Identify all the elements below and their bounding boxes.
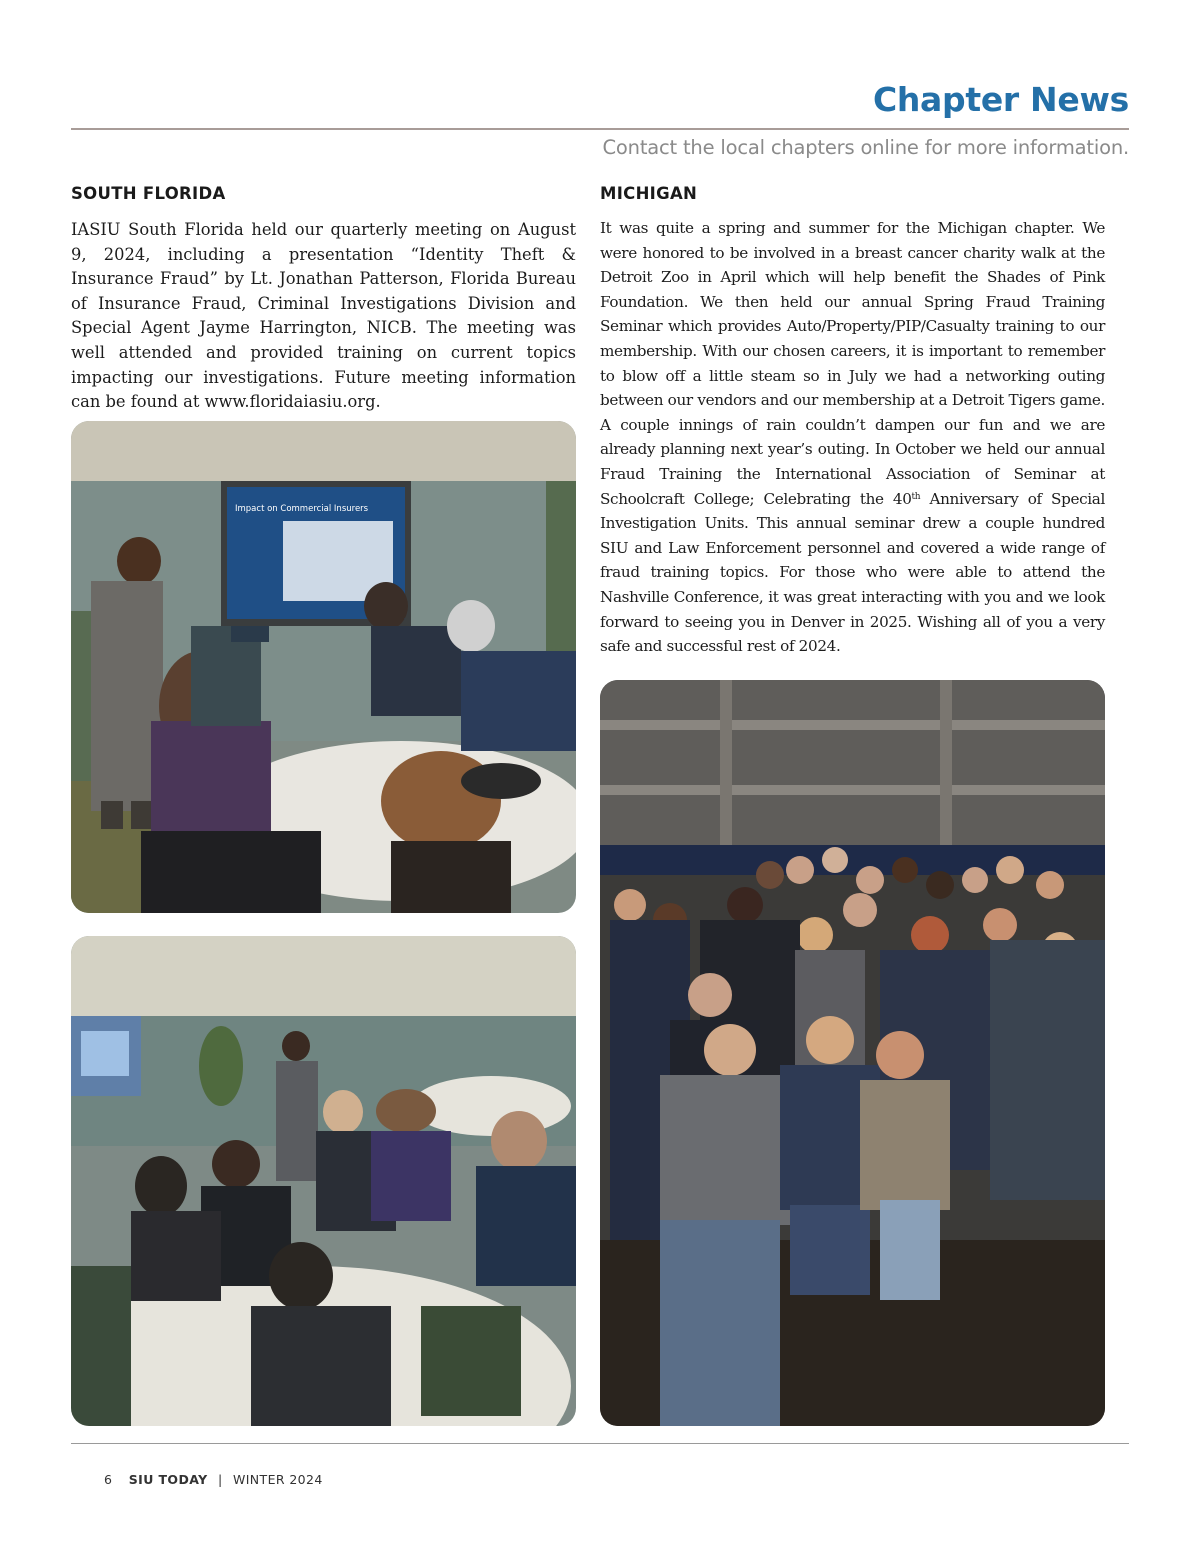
michigan-body-part1: It was quite a spring and summer for the Michigan chapter. We were honored to be involved in a breast cancer charity walk at the Detroit Zoo in April which will help benefit the Shades of Pink Foundation. We then held our annual Spring Fraud Training Seminar which provides Auto/Property/PIP/Casualty training to our membership. With our chosen careers, it is important to remember to blow off a little steam so in July we had a networking outing between our vendors and our membership at a Detroit Tigers game. A couple innings of rain couldn’t dampen our fun and we are already planning next year’s outing. In October we held our annual Fraud Training the International Association of Seminar at Schoolcraft College; Celebrating the 40	[600, 219, 1105, 508]
page-footer	[104, 1472, 323, 1487]
michigan-body	[600, 216, 1105, 659]
magazine-name: SIU TODAY	[128, 1472, 208, 1487]
michigan-tigers-outing-group-photo	[600, 680, 1105, 1426]
issue-label: WINTER 2024	[232, 1472, 323, 1487]
michigan-body-part2: Anniversary of Special Investigation Units. This annual seminar drew a couple hundred SIU and Law Enforcement personnel and covered a wide range of fraud training topics. For those who were able to attend the Nashville Conference, it was great interacting with you and we look forward to seeing you in Denver in 2025. Wishing all of you a very safe and successful rest of 2024.	[600, 489, 1105, 656]
south-florida-heading: SOUTH FLORIDA	[71, 184, 226, 203]
footer-separator: |	[217, 1472, 223, 1487]
michigan-body-ordinal: th	[911, 491, 921, 502]
michigan-heading: MICHIGAN	[600, 184, 698, 203]
south-florida-body: IASIU South Florida held our quarterly meeting on August 9, 2024, including a presentation “Identity Theft & Insurance Fraud” by Lt. Jonathan Patterson, Florida Bureau of Insurance Fraud, Criminal Investigations Division and Special Agent Jayme Harrington, NICB. The meeting was well attended and provided training on current topics impacting our investigations. Future meeting information can be found at www.floridaiasiu.org.	[71, 220, 576, 412]
page-number: 6	[104, 1472, 113, 1487]
footer-divider	[71, 1443, 1129, 1444]
page-title: Chapter News	[872, 80, 1129, 119]
slide-title-text: Impact on Commercial Insurers	[235, 504, 369, 514]
page-subtitle: Contact the local chapters online for more information.	[602, 136, 1129, 159]
south-florida-meeting-photo-audience	[71, 936, 576, 1426]
south-florida-meeting-photo-presenter	[71, 421, 576, 913]
header-divider	[71, 128, 1129, 130]
